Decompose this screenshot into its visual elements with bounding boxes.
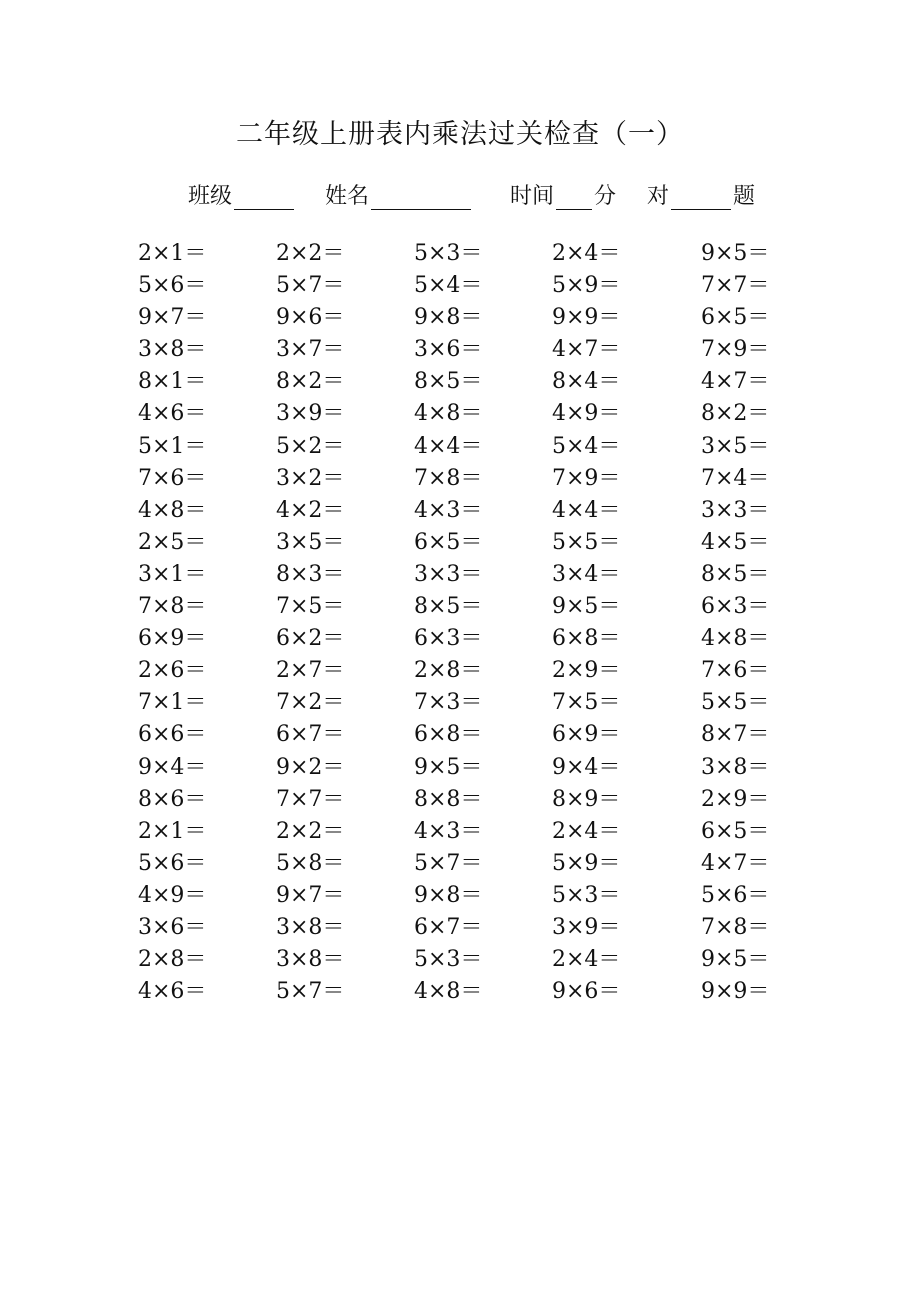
problem-row (0, 591, 920, 623)
class-blank[interactable] (234, 185, 294, 210)
problem-item: 5×7＝ (276, 979, 345, 1005)
problem-row (0, 687, 920, 719)
problem-item: 7×4＝ (701, 465, 770, 491)
problem-item: 9×8＝ (414, 882, 483, 908)
problem-row (0, 719, 920, 751)
problem-item: 4×5＝ (701, 529, 770, 555)
problem-item: 9×9＝ (552, 305, 621, 331)
problem-row (0, 623, 920, 655)
problem-item: 2×1＝ (138, 241, 207, 266)
problem-row (0, 463, 920, 495)
problem-row (0, 784, 920, 816)
problem-item: 5×1＝ (138, 433, 207, 459)
problem-item: 8×2＝ (276, 369, 345, 395)
problem-item: 5×9＝ (552, 273, 621, 299)
problem-item: 9×5＝ (701, 947, 770, 973)
name-blank[interactable] (371, 185, 471, 210)
problem-item: 7×7＝ (701, 273, 770, 299)
class-field (188, 178, 294, 210)
problem-row (0, 334, 920, 366)
problem-item: 5×6＝ (138, 850, 207, 876)
questions-label: 题 (733, 184, 756, 209)
problem-item: 3×2＝ (276, 465, 345, 491)
problem-row (0, 270, 920, 302)
problem-item: 2×6＝ (138, 658, 207, 684)
problem-row (0, 848, 920, 880)
problem-item: 4×7＝ (701, 369, 770, 395)
problem-item: 7×5＝ (276, 594, 345, 620)
time-blank[interactable] (556, 185, 592, 210)
problem-item: 6×6＝ (138, 722, 207, 748)
problem-item: 4×3＝ (414, 818, 483, 844)
problem-row (0, 655, 920, 687)
problem-row (0, 495, 920, 527)
problem-item: 5×3＝ (414, 241, 483, 266)
problem-item: 7×3＝ (414, 690, 483, 716)
problem-item: 9×4＝ (552, 754, 621, 780)
problem-item: 9×9＝ (701, 979, 770, 1005)
problem-item: 7×9＝ (552, 465, 621, 491)
problem-item: 5×9＝ (552, 850, 621, 876)
problem-item: 5×5＝ (701, 690, 770, 716)
problem-row (0, 976, 920, 1008)
problem-row (0, 366, 920, 398)
problem-item: 8×9＝ (552, 786, 621, 812)
problem-item: 4×7＝ (701, 850, 770, 876)
problem-item: 2×5＝ (138, 529, 207, 555)
problem-item: 6×2＝ (276, 626, 345, 652)
problem-item: 9×5＝ (414, 754, 483, 780)
problem-item: 8×4＝ (552, 369, 621, 395)
name-label: 姓名 (325, 184, 370, 209)
problem-item: 8×6＝ (138, 786, 207, 812)
problem-row (0, 912, 920, 944)
problem-item: 9×5＝ (552, 594, 621, 620)
problem-item: 3×6＝ (414, 337, 483, 363)
problem-row (0, 527, 920, 559)
problem-item: 6×7＝ (276, 722, 345, 748)
problem-row (0, 944, 920, 976)
problem-item: 3×8＝ (276, 914, 345, 940)
problem-item: 6×9＝ (552, 722, 621, 748)
problem-item: 5×2＝ (276, 433, 345, 459)
problem-item: 8×5＝ (701, 561, 770, 587)
problem-item: 7×7＝ (276, 786, 345, 812)
problem-item: 5×6＝ (138, 273, 207, 299)
problem-item: 2×8＝ (138, 947, 207, 973)
problem-row (0, 752, 920, 784)
problem-item: 2×7＝ (276, 658, 345, 684)
problem-item: 7×6＝ (701, 658, 770, 684)
problem-item: 7×8＝ (138, 594, 207, 620)
problem-item: 2×9＝ (552, 658, 621, 684)
problem-item: 4×9＝ (552, 401, 621, 427)
problem-row (0, 431, 920, 463)
problem-item: 3×4＝ (552, 561, 621, 587)
problem-row (0, 398, 920, 430)
problem-item: 2×2＝ (276, 818, 345, 844)
problem-item: 7×8＝ (414, 465, 483, 491)
problem-item: 3×5＝ (701, 433, 770, 459)
problem-item: 6×9＝ (138, 626, 207, 652)
problem-item: 3×1＝ (138, 561, 207, 587)
problem-item: 5×7＝ (276, 273, 345, 299)
problem-item: 2×4＝ (552, 241, 621, 266)
problem-item: 6×3＝ (701, 594, 770, 620)
problem-item: 8×2＝ (701, 401, 770, 427)
problem-item: 5×6＝ (701, 882, 770, 908)
problem-item: 4×7＝ (552, 337, 621, 363)
time-field (510, 178, 616, 210)
problem-item: 8×1＝ (138, 369, 207, 395)
problem-item: 5×3＝ (414, 947, 483, 973)
time-label: 时间 (510, 184, 555, 209)
problem-item: 2×8＝ (414, 658, 483, 684)
problem-item: 9×7＝ (138, 305, 207, 331)
problem-row (0, 302, 920, 334)
minutes-label: 分 (594, 184, 617, 209)
problem-item: 2×1＝ (138, 818, 207, 844)
problem-item: 4×6＝ (138, 979, 207, 1005)
problem-item: 4×4＝ (552, 497, 621, 523)
problem-item: 8×5＝ (414, 594, 483, 620)
problem-item: 3×5＝ (276, 529, 345, 555)
problem-item: 6×8＝ (414, 722, 483, 748)
problem-item: 3×8＝ (138, 337, 207, 363)
problem-item: 2×2＝ (276, 241, 345, 266)
problem-item: 5×3＝ (552, 882, 621, 908)
correct-field (647, 178, 755, 210)
problem-item: 5×4＝ (414, 273, 483, 299)
problem-item: 9×6＝ (276, 305, 345, 331)
problem-item: 9×7＝ (276, 882, 345, 908)
problem-item: 4×8＝ (414, 979, 483, 1005)
problem-item: 3×3＝ (414, 561, 483, 587)
problem-item: 7×6＝ (138, 465, 207, 491)
problem-item: 7×5＝ (552, 690, 621, 716)
page-title: 二年级上册表内乘法过关检查（一） (236, 119, 684, 150)
problem-item: 3×7＝ (276, 337, 345, 363)
problem-item: 4×8＝ (414, 401, 483, 427)
problem-item: 5×5＝ (552, 529, 621, 555)
problem-item: 8×3＝ (276, 561, 345, 587)
problem-item: 3×8＝ (276, 947, 345, 973)
problem-item: 6×5＝ (701, 818, 770, 844)
problem-item: 4×2＝ (276, 497, 345, 523)
problem-item: 7×9＝ (701, 337, 770, 363)
problem-item: 6×8＝ (552, 626, 621, 652)
problem-item: 2×4＝ (552, 818, 621, 844)
name-field (325, 178, 471, 210)
problem-item: 6×5＝ (414, 529, 483, 555)
problem-item: 5×4＝ (552, 433, 621, 459)
problem-item: 5×7＝ (414, 850, 483, 876)
problem-item: 9×5＝ (701, 241, 770, 266)
problem-item: 4×9＝ (138, 882, 207, 908)
problem-item: 3×6＝ (138, 914, 207, 940)
problem-item: 8×8＝ (414, 786, 483, 812)
problem-row (0, 559, 920, 591)
problem-item: 4×4＝ (414, 433, 483, 459)
problem-item: 3×8＝ (701, 754, 770, 780)
problem-item: 7×8＝ (701, 914, 770, 940)
problem-item: 4×3＝ (414, 497, 483, 523)
problem-row (0, 816, 920, 848)
problem-grid (0, 238, 920, 1008)
problem-item: 6×5＝ (701, 305, 770, 331)
correct-blank[interactable] (671, 185, 731, 210)
problem-item: 7×2＝ (276, 690, 345, 716)
problem-item: 9×2＝ (276, 754, 345, 780)
problem-item: 9×6＝ (552, 979, 621, 1005)
problem-item: 3×9＝ (276, 401, 345, 427)
problem-item: 9×8＝ (414, 305, 483, 331)
problem-item: 3×9＝ (552, 914, 621, 940)
problem-item: 9×4＝ (138, 754, 207, 780)
problem-item: 8×5＝ (414, 369, 483, 395)
problem-item: 2×9＝ (701, 786, 770, 812)
problem-item: 6×3＝ (414, 626, 483, 652)
problem-row (0, 238, 920, 270)
class-label: 班级 (188, 184, 233, 209)
problem-item: 4×6＝ (138, 401, 207, 427)
problem-item: 6×7＝ (414, 914, 483, 940)
problem-item: 7×1＝ (138, 690, 207, 716)
problem-row (0, 880, 920, 912)
problem-item: 4×8＝ (701, 626, 770, 652)
problem-item: 4×8＝ (138, 497, 207, 523)
problem-item: 8×7＝ (701, 722, 770, 748)
problem-item: 5×8＝ (276, 850, 345, 876)
problem-item: 3×3＝ (701, 497, 770, 523)
problem-item: 2×4＝ (552, 947, 621, 973)
correct-label: 对 (647, 184, 670, 209)
